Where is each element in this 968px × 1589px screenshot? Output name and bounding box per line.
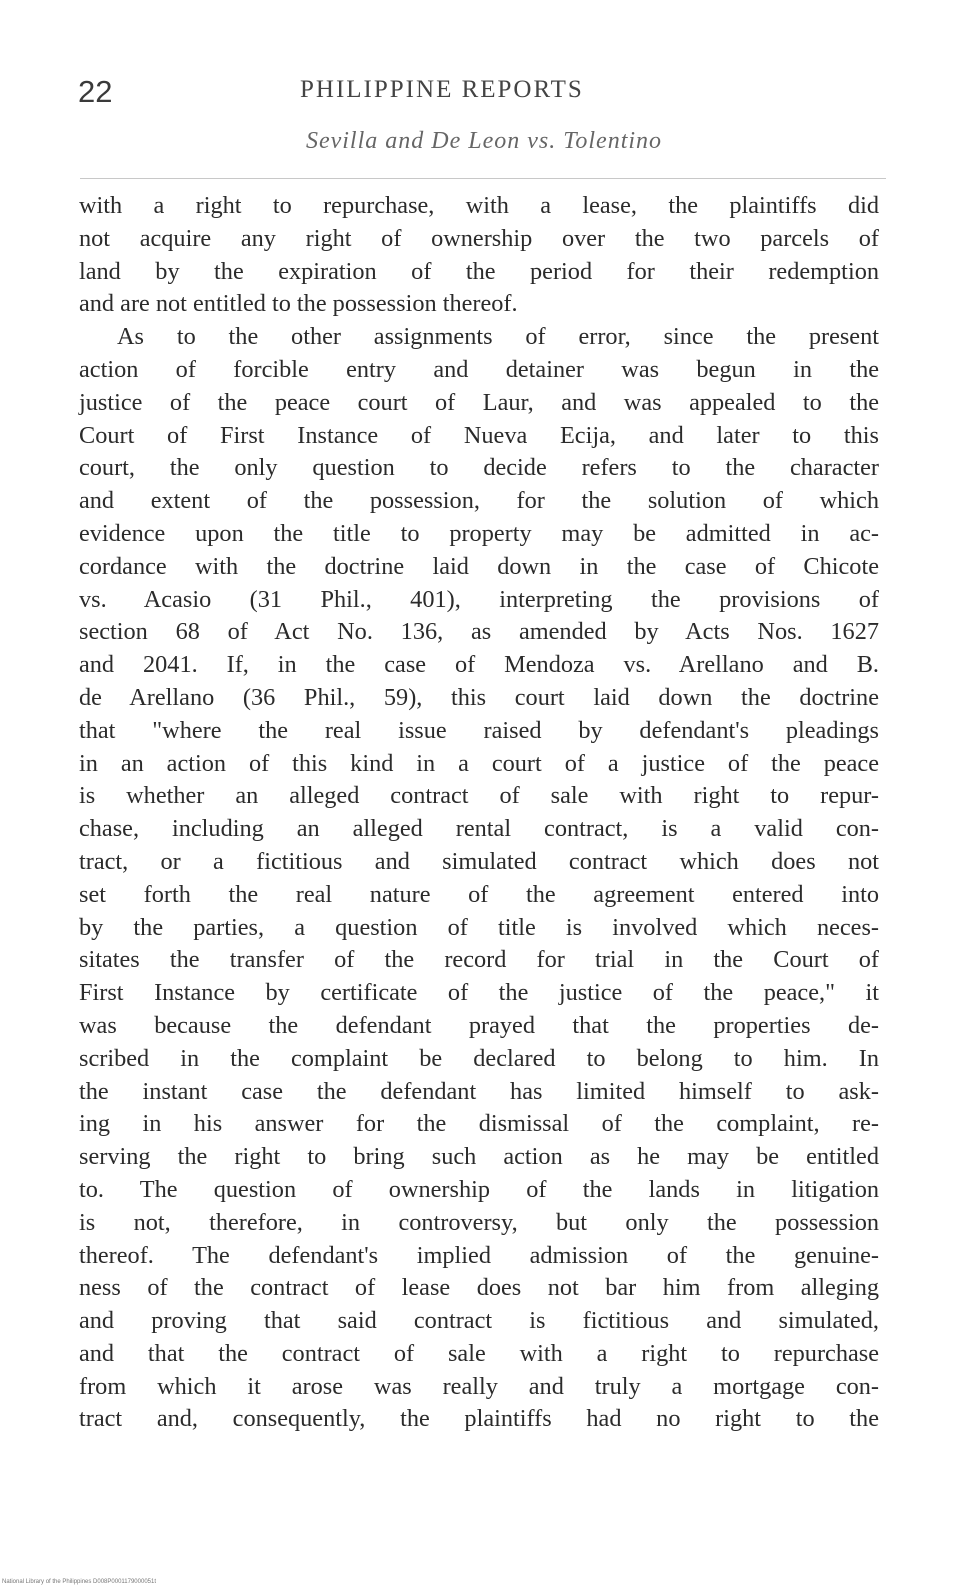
footer-stamp: National Library of the Philippines D008P0001179000051t [2,1579,156,1585]
text-line: land by the expiration of the period for their redemption [79,257,879,285]
text-line: is whether an alleged contract of sale with right to repur- [79,782,879,810]
text-line: serving the right to bring such action as he may be entitled [79,1143,879,1171]
page-number: 22 [78,74,113,109]
text-line: Court of First Instance of Nueva Ecija, and later to this [79,421,879,449]
text-line: is not, therefore, in controversy, but only the possession [79,1208,879,1236]
text-line: action of forcible entry and detainer was begun in the [79,355,879,383]
header-divider [80,178,886,179]
text-line: not acquire any right of ownership over the two parcels of [79,224,879,252]
text-line: justice of the peace court of Laur, and was appealed to the [79,388,879,416]
text-line: vs. Acasio (31 Phil., 401), interpreting the provisions of [79,585,879,613]
text-line: thereof. The defendant's implied admission of the genuine- [79,1241,879,1269]
text-line: ing in his answer for the dismissal of the complaint, re- [79,1110,879,1138]
text-line: from which it arose was really and truly a mortgage con- [79,1372,879,1400]
text-line: scribed in the complaint be declared to belong to him. In [79,1044,879,1072]
text-line: tract, or a fictitious and simulated contract which does not [79,847,879,875]
case-title: Sevilla and De Leon vs. Tolentino [305,128,663,154]
text-line: in an action of this kind in a court of a justice of the peace [79,749,879,777]
text-line: court, the only question to decide refers to the character [79,454,879,482]
text-line: and that the contract of sale with a right to repurchase [79,1339,879,1367]
text-line: evidence upon the title to property may be admitted in ac- [79,519,879,547]
text-line: section 68 of Act No. 136, as amended by Acts Nos. 1627 [79,618,879,646]
running-title: PHILIPPINE REPORTS [300,76,584,103]
text-line: As to the other assignments of error, since the present [117,323,879,351]
text-line: with a right to repurchase, with a lease, the plaintiffs did [79,192,879,219]
text-line: that "where the real issue raised by defendant's pleadings [79,716,879,744]
page-header [78,70,898,116]
text-line: and 2041. If, in the case of Mendoza vs. Arellano and B. [79,651,879,679]
text-line: and are not entitled to the possession thereof. [79,290,518,318]
text-line: cordance with the doctrine laid down in the case of Chicote [79,552,879,580]
text-line: First Instance by certificate of the justice of the peace," it [79,979,879,1007]
text-line: the instant case the defendant has limited himself to ask- [79,1077,879,1105]
text-line: and proving that said contract is fictitious and simulated, [79,1307,879,1335]
text-line: de Arellano (36 Phil., 59), this court laid down the doctrine [79,683,879,711]
text-line: and extent of the possession, for the solution of which [79,487,879,515]
text-line: tract and, consequently, the plaintiffs had no right to the [79,1405,879,1433]
text-line: was because the defendant prayed that the properties de- [79,1011,879,1039]
text-line: set forth the real nature of the agreement entered into [79,880,879,908]
text-line: sitates the transfer of the record for trial in the Court of [79,946,879,974]
text-line: by the parties, a question of title is involved which neces- [79,913,879,941]
text-line: to. The question of ownership of the lands in litigation [79,1175,879,1203]
text-line: ness of the contract of lease does not bar him from alleging [79,1274,879,1302]
text-line: chase, including an alleged rental contract, is a valid con- [79,815,879,843]
body-text [79,190,879,1436]
